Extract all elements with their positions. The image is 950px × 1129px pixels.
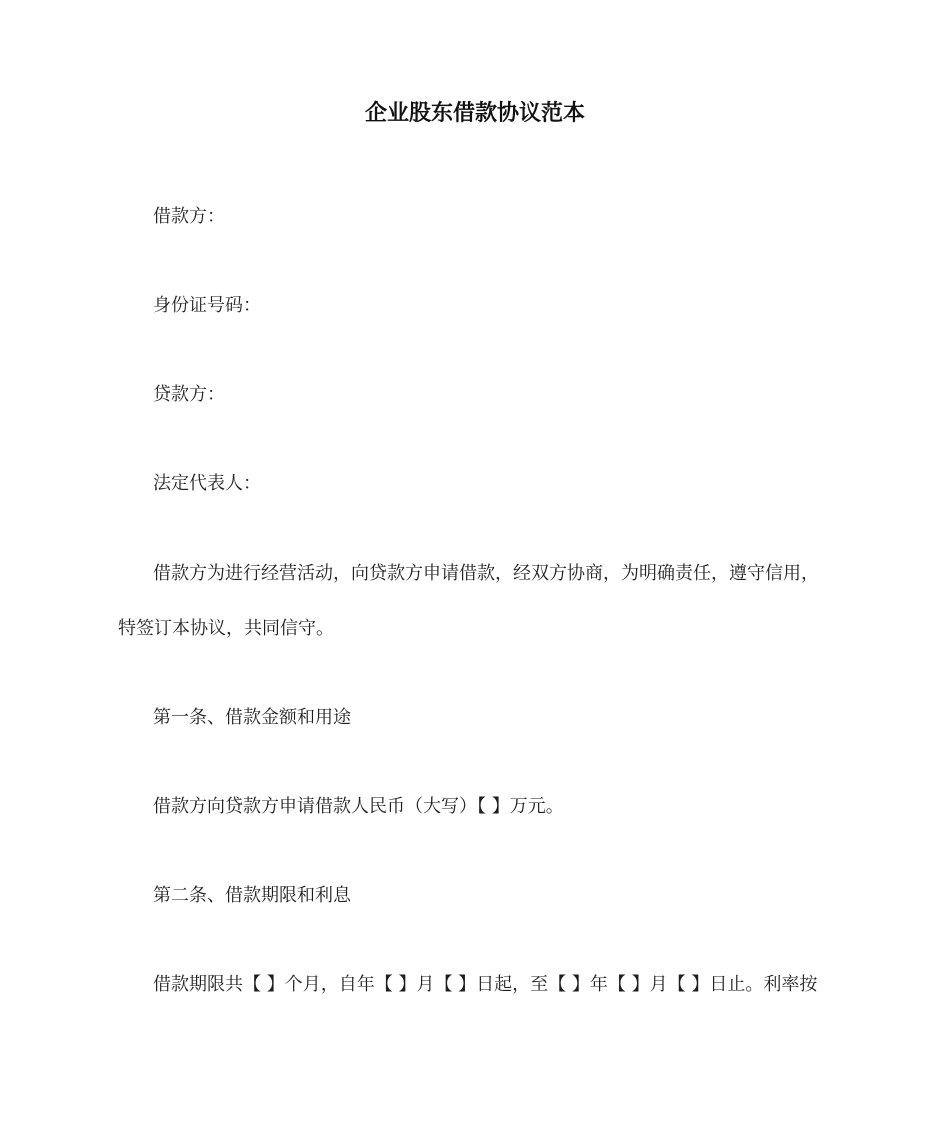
preamble-paragraph-line-2: 特签订本协议，共同信守。 [118, 618, 334, 639]
article-one-text: 借款方向贷款方申请借款人民币（大写）【 】万元。 [153, 796, 564, 817]
id-number-label: 身份证号码： [153, 295, 261, 316]
article-two-text: 借款期限共【 】个月，自年【 】月【 】日起，至【 】年【 】月【 】日止。利率按 [153, 974, 818, 995]
borrower-label: 借款方： [153, 206, 225, 227]
article-one-heading: 第一条、借款金额和用途 [153, 707, 351, 728]
article-two-heading: 第二条、借款期限和利息 [153, 885, 351, 906]
lender-label: 贷款方： [153, 384, 225, 405]
preamble-paragraph-line-1: 借款方为进行经营活动，向贷款方申请借款，经双方协商，为明确责任，遵守信用， [153, 563, 819, 584]
legal-representative-label: 法定代表人： [153, 473, 261, 494]
document-title: 企业股东借款协议范本 [364, 101, 585, 126]
